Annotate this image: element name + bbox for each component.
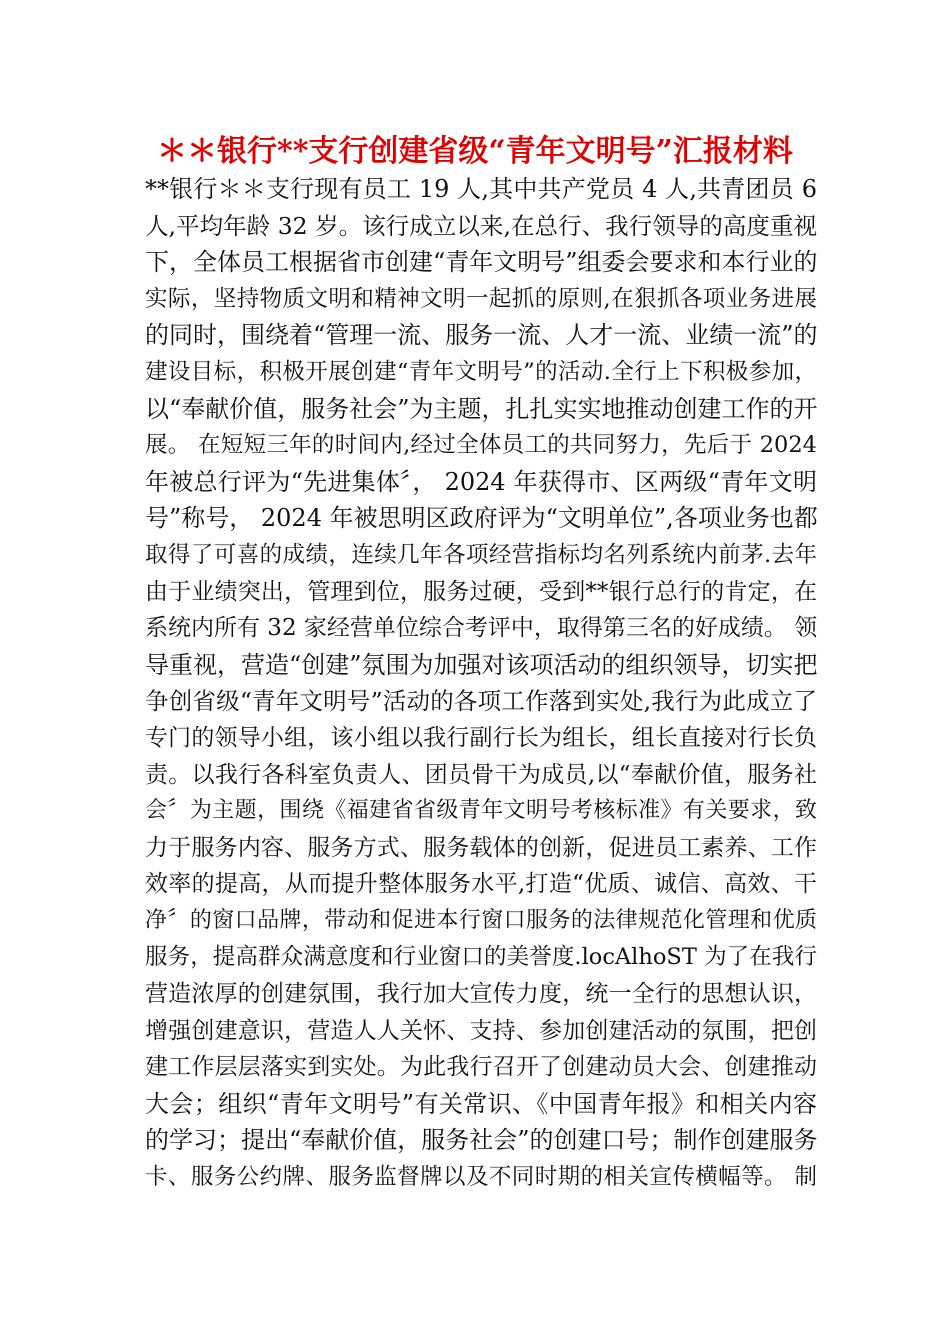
text-line: 争创省级“青年文明号”活动的各项工作落到实处,我行为此成立了	[145, 687, 817, 716]
body-paragraph	[145, 171, 817, 1196]
text-line: 力于服务内容、服务方式、服务载体的创新，促进员工素养、工作	[145, 834, 817, 861]
text-line: 专门的领导小组，该小组以我行副行长为组长，组长直接对行长负	[145, 724, 817, 751]
text-line: 建设目标，积极开展创建“青年文明号”的活动.全行上下积极参加，	[145, 358, 817, 385]
text-line: 服务，提高群众满意度和行业窗口的美誉度.locAlhoST 为了在我行	[145, 944, 817, 971]
text-line: 下，全体员工根据省市创建“青年文明号”组委会要求和本行业的	[145, 248, 818, 277]
text-line: 责。以我行各科室负责人、团员骨干为成员,以“奉献价值，服务社	[145, 761, 817, 788]
text-line: 卡、服务公约牌、服务监督牌以及不同时期的相关宣传横幅等。 制	[145, 1164, 817, 1191]
text-line: 年被总行评为“先进集体〞， 2024 年获得市、区两级“青年文明	[145, 467, 817, 496]
text-line: 的学习；提出“奉献价值，服务社会”的创建口号；制作创建服务	[145, 1126, 818, 1155]
text-line: 号”称号， 2024 年被思明区政府评为“文明单位”,各项业务也都	[145, 504, 818, 533]
text-line: **银行＊＊支行现有员工 19 人,其中共产党员 4 人,共青团员 6	[145, 175, 817, 203]
text-line: 系统内所有 32 家经营单位综合考评中，取得第三名的好成绩。 领	[145, 615, 818, 642]
text-line: 净〞的窗口品牌，带动和促进本行窗口服务的法律规范化管理和优质	[145, 907, 817, 933]
text-line: 大会；组织“青年文明号”有关常识、《中国青年报》和相关内容	[145, 1089, 817, 1118]
text-line: 效率的提高，从而提升整体服务水平,打造“优质、诚信、高效、干	[145, 871, 817, 898]
text-line: 实际，坚持物质文明和精神文明一起抓的原则,在狠抓各项业务进展	[145, 285, 817, 312]
text-line: 建工作层层落实到实处。为此我行召开了创建动员大会、创建推动	[145, 1054, 817, 1081]
text-line: 取得了可喜的成绩，连续几年各项经营指标均名列系统内前茅.去年	[145, 541, 817, 568]
text-line: 增强创建意识，营造人人关怀、支持、参加创建活动的氛围，把创	[145, 1017, 817, 1044]
text-line: 由于业绩突出，管理到位，服务过硬，受到**银行总行的肯定，在	[145, 578, 817, 605]
text-line: 的同时，围绕着“管理一流、服务一流、人才一流、业绩一流”的	[145, 321, 818, 350]
text-line: 以“奉献价值，服务社会”为主题，扎扎实实地推动创建工作的开	[145, 394, 818, 423]
text-line: 导重视，营造“创建”氛围为加强对该项活动的组织领导，切实把	[145, 650, 818, 679]
document-title: ＊＊银行**支行创建省级“青年文明号”汇报材料	[157, 134, 793, 169]
text-line: 营造浓厚的创建氛围，我行加大宣传力度，统一全行的思想认识，	[145, 981, 817, 1008]
text-line: 会〞为主题，围绕《福建省省级青年文明号考核标准》有关要求，致	[145, 798, 817, 824]
text-line: 展。 在短短三年的时间内,经过全体员工的共同努力，先后于 2024	[145, 432, 817, 459]
text-line: 人,平均年龄 32 岁。该行成立以来,在总行、我行领导的高度重视	[145, 211, 817, 240]
